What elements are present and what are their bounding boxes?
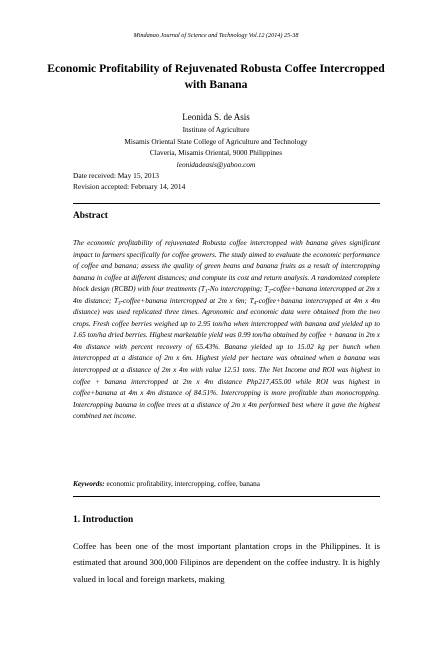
t2-subscript: 2 [268, 288, 271, 295]
date-received: Date received: May 15, 2013 [73, 171, 159, 180]
abstract-text-5: -coffee+banana intercropped at 4m x 4m distance) was used replicated three times. Agronomic and economic data were obtained from the two crops. Fresh coffee berries weighed up to 2.95 ton/ha when intercropped with banana and yielded up to 1.65 ton/ha dried berries. Highest marketable yield was 0.99 ton/ha obtained by coffee + banana in 2m x 4m distance with percent recovery of 65.43%. Banana yielded up to 15.02 kg per bunch when intercropped at a distance of 2m x 6m. Highest yield per hectare was obtained when a banana was intercropped at a distance of 2m x 4m with value 12.51 tons. The Net Income and ROI was highest in coffee + banana intercropped at 2m x 4m distance Php217,455.00 while ROI was highest in coffee+banana at 4m x 4m distance of 84.51%. Intercropping is more profitable than monocropping. Intercropping banana in coffee trees at a distance of 2m x 4m performed best where it gave the highest combined net income. [73, 296, 380, 421]
introduction-body: Coffee has been one of the most important plantation crops in the Philippines. It is estimated that around 300,000 Filipinos are dependent on the coffee industry. It is highly valued in local and foreign markets, making [73, 541, 380, 584]
abstract-text-1: The economic profitability of rejuvenated Robusta coffee intercropped with banana gives significant impact to farmers specifically for coffee growers. The study aimed to evaluate the economic performance of coffee and banana; assess the quality of green beans and banana fruits as a result of intercropping banana in coffee at different distances; and compute its cost and return analysis. A randomized complete block design (RCBD) with four treatments (T [73, 239, 380, 294]
abstract-text-3: -coffee+banana intercropped at 2m x 4m distance; T [73, 285, 380, 305]
introduction-heading: 1. Introduction [73, 515, 134, 525]
keywords-text: economic profitability, intercropping, coffee, banana [106, 479, 261, 488]
author-name: Leonida S. de Asis [182, 112, 250, 122]
keywords-label: Keywords: [73, 479, 105, 488]
t1-subscript: 1 [204, 288, 208, 295]
date-accepted: Revision accepted: February 14, 2014 [73, 182, 186, 191]
author-block [30, 111, 402, 170]
affiliation-address: Claveria, Misamis Oriental, 9000 Philippines [149, 148, 283, 158]
paper-title: Economic Profitability of Rejuvenated Robusta Coffee Intercropped with Banana [47, 62, 385, 91]
submission-dates [73, 170, 373, 192]
t4-subscript: 4 [253, 300, 257, 306]
journal-header: Mindanao Journal of Science and Technology Vol.12 (2014) 25-38 [133, 32, 299, 39]
affiliation-college: Misamis Oriental State College of Agriculture and Technology [124, 136, 308, 146]
divider-bottom [73, 496, 380, 497]
divider-top [73, 203, 380, 204]
author-email: leonidadeasis@yahoo.com [176, 159, 256, 169]
keywords-line [73, 478, 380, 489]
t3-subscript: 3 [118, 300, 121, 306]
abstract-heading: Abstract [73, 211, 108, 221]
abstract-body [73, 238, 380, 423]
affiliation-institute: Institute of Agriculture [182, 125, 250, 134]
abstract-text-4: -coffee+banana intercropped at 2m x 6m; T [120, 296, 254, 305]
abstract-text-2: -No intercropping; T [207, 285, 269, 294]
